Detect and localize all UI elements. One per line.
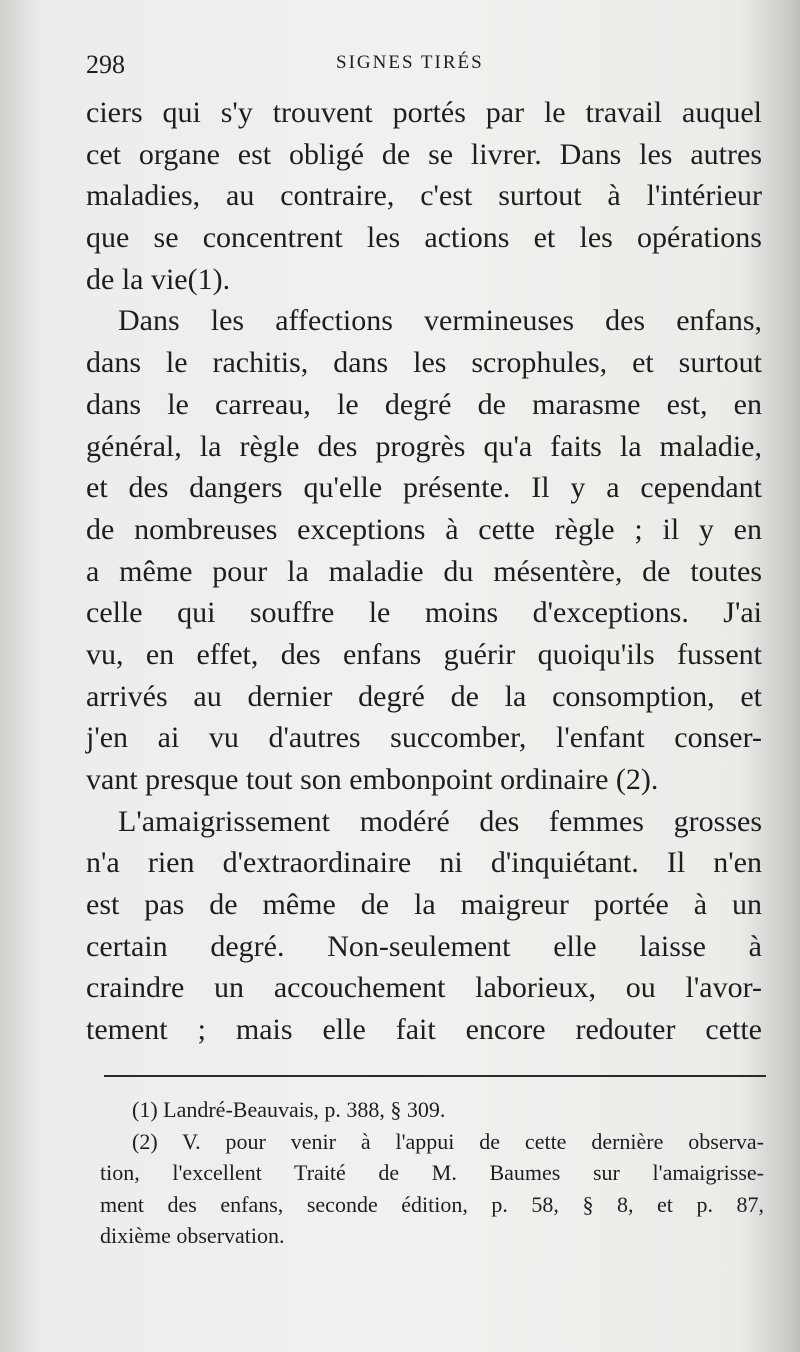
footnote-1: (1) Landré-Beauvais, p. 388, § 309. — [132, 1097, 446, 1122]
running-head: SIGNES TIRÉS — [336, 52, 484, 73]
footnotes — [100, 1094, 764, 1252]
text-line: vant presque tout son embonpoint ordinaire (2). — [86, 763, 659, 796]
text-line: dans le rachitis, dans les scrophules, et surtout — [86, 346, 762, 380]
text-line: cet organe est obligé de se livrer. Dans les autres — [86, 137, 762, 171]
text-line: a même pour la maladie du mésentère, de toutes — [86, 554, 762, 588]
footnote-divider — [104, 1075, 766, 1077]
page-header — [86, 46, 756, 82]
text-line: j'en ai vu d'autres succomber, l'enfant conser- — [86, 721, 762, 755]
text-line: celle qui souffre le moins d'exceptions. J'ai — [86, 596, 762, 630]
text-line: est pas de même de la maigreur portée à un — [86, 888, 762, 922]
text-line: et des dangers qu'elle présente. Il y a cependant — [86, 471, 762, 505]
text-line: dans le carreau, le degré de marasme est, en — [86, 387, 762, 421]
text-line: L'amaigrissement modéré des femmes grosses — [118, 804, 762, 838]
footnote-2-line: dixième observation. — [100, 1223, 285, 1248]
text-line: n'a rien d'extraordinaire ni d'inquiétant. Il n'en — [86, 846, 762, 880]
text-line: ciers qui s'y trouvent portés par le travail auquel — [86, 96, 762, 129]
text-line: certain degré. Non-seulement elle laisse à — [86, 929, 762, 963]
text-line: arrivés au dernier degré de la consomption, et — [86, 679, 762, 713]
footnote-2-line: tion, l'excellent Traité de M. Baumes sur l'amaigrisse- — [100, 1160, 764, 1185]
footnote-2-line: (2) V. pour venir à l'appui de cette dernière observa- — [132, 1128, 764, 1154]
footnote-2-line: ment des enfans, seconde édition, p. 58, § 8, et p. 87, — [100, 1191, 764, 1217]
text-line: général, la règle des progrès qu'a faits la maladie, — [86, 429, 762, 463]
text-line: que se concentrent les actions et les opérations — [86, 221, 762, 255]
text-line: craindre un accouchement laborieux, ou l'avor- — [86, 971, 762, 1005]
text-line: maladies, au contraire, c'est surtout à l'intérieur — [86, 179, 762, 213]
text-line: vu, en effet, des enfans guérir quoiqu'ils fussent — [86, 637, 762, 671]
body-text — [86, 92, 762, 1051]
text-line: de nombreuses exceptions à cette règle ; il y en — [86, 512, 762, 546]
text-line: tement ; mais elle fait encore redouter cette — [86, 1013, 762, 1047]
text-line: de la vie(1). — [86, 262, 231, 296]
text-line: Dans les affections vermineuses des enfans, — [118, 304, 762, 338]
page-number: 298 — [86, 50, 125, 79]
